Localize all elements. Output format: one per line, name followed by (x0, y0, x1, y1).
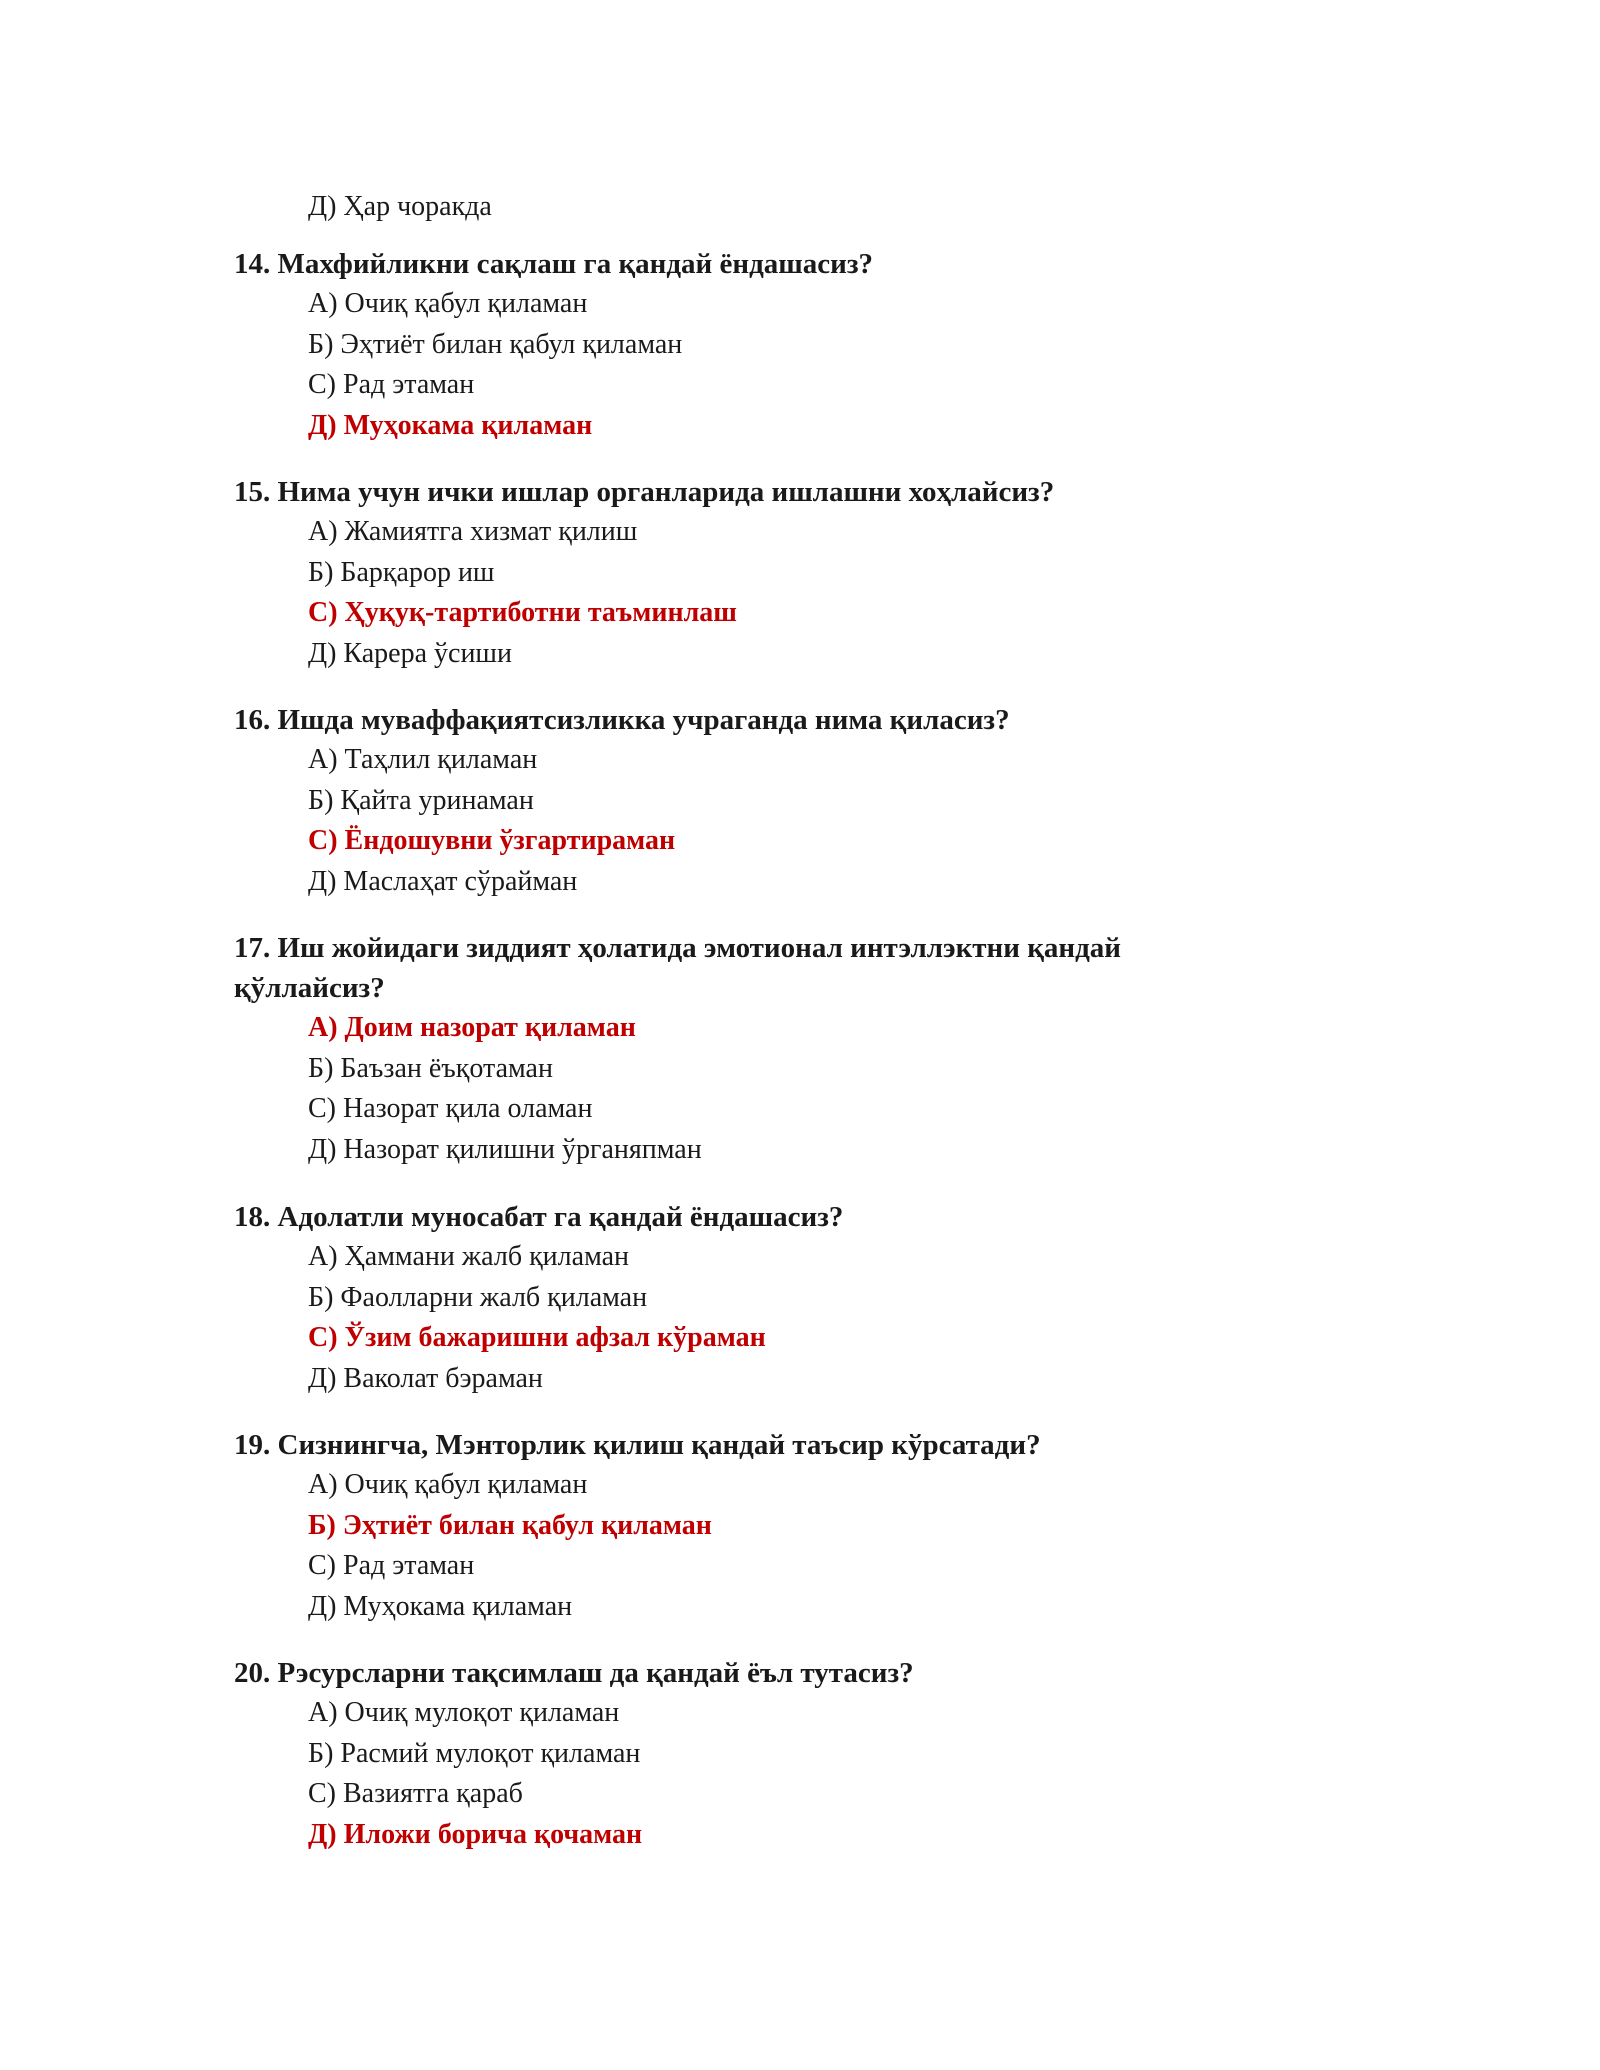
answer-option: Б) Эҳтиёт билан қабул қиламан (308, 328, 683, 360)
option-list (234, 1237, 1254, 1399)
question-title: 15. Нима учун ички ишлар органларида ишлашни хоҳлайсиз? (234, 476, 1055, 508)
question-block (234, 928, 1254, 1170)
option-list (234, 740, 1254, 902)
answer-option-correct: С) Ёндошувни ўзгартираман (308, 825, 676, 856)
answer-option: Б) Баъзан ёъқотаман (308, 1052, 553, 1084)
answer-option: А) Очиқ мулоқот қиламан (308, 1697, 620, 1728)
answer-option-correct: С) Ҳуқуқ-тартиботни таъминлаш (308, 597, 737, 628)
answer-option-correct: Д) Муҳокама қиламан (308, 409, 593, 441)
answer-option: А) Жамиятга хизмат қилиш (308, 516, 638, 547)
answer-option: Б) Қайта уринаман (308, 784, 534, 816)
question-block (234, 244, 1254, 446)
answer-option: А) Таҳлил қиламан (308, 744, 538, 775)
question-title: 16. Ишда муваффақиятсизликка учраганда нима қиласиз? (234, 704, 1010, 736)
answer-option: А) Очиқ қабул қиламан (308, 1469, 588, 1500)
question-title: 14. Махфийликни сақлаш га қандай ёндашасиз? (234, 248, 873, 280)
question-title: 17. Иш жойидаги зиддият ҳолатида эмотионал интэллэктни қандай қўллайсиз? (234, 932, 1122, 1004)
answer-option: С) Рад этаман (308, 369, 475, 400)
option-list (234, 1465, 1254, 1627)
question-block (234, 1425, 1254, 1627)
answer-option: Д) Маслаҳат сўрайман (308, 865, 578, 897)
option-list (234, 512, 1254, 674)
answer-option: Д) Муҳокама қиламан (308, 1590, 573, 1622)
question-title: 19. Сизнингча, Мэнторлик қилиш қандай таъсир кўрсатади? (234, 1429, 1041, 1461)
question-block (234, 700, 1254, 902)
answer-option: Б) Фаолларни жалб қиламан (308, 1281, 648, 1313)
answer-option: А) Очиқ қабул қиламан (308, 288, 588, 319)
question-block (234, 1197, 1254, 1399)
answer-option-correct: А) Доим назорат қиламан (308, 1012, 636, 1043)
question-title: 18. Адолатли муносабат га қандай ёндашасиз? (234, 1201, 844, 1233)
option-list (234, 1693, 1254, 1855)
answer-option: Д) Ваколат бэраман (308, 1362, 543, 1394)
answer-option: С) Вазиятга қараб (308, 1778, 523, 1809)
answer-option: А) Ҳаммани жалб қиламан (308, 1241, 630, 1272)
answer-option-correct: С) Ўзим бажаришни афзал кўраман (308, 1322, 766, 1353)
question-block (234, 472, 1254, 674)
answer-option-correct: Б) Эҳтиёт билан қабул қиламан (308, 1509, 712, 1541)
option-list (234, 1008, 1254, 1170)
answer-option: Б) Барқарор иш (308, 556, 495, 588)
question-title: 20. Рэсурсларни тақсимлаш да қандай ёъл тутасиз? (234, 1657, 914, 1689)
answer-option: Д) Назорат қилишни ўрганяпман (308, 1133, 702, 1165)
answer-option: С) Рад этаман (308, 1550, 475, 1581)
option-list (234, 284, 1254, 446)
carryover-option: Д) Ҳар чоракда (308, 191, 492, 222)
answer-option: С) Назорат қила оламан (308, 1093, 593, 1124)
question-block (234, 1653, 1254, 1855)
answer-option-correct: Д) Иложи борича қочаман (308, 1818, 643, 1850)
answer-option: Д) Карера ўсиши (308, 637, 512, 669)
answer-option: Б) Расмий мулоқот қиламан (308, 1737, 641, 1769)
